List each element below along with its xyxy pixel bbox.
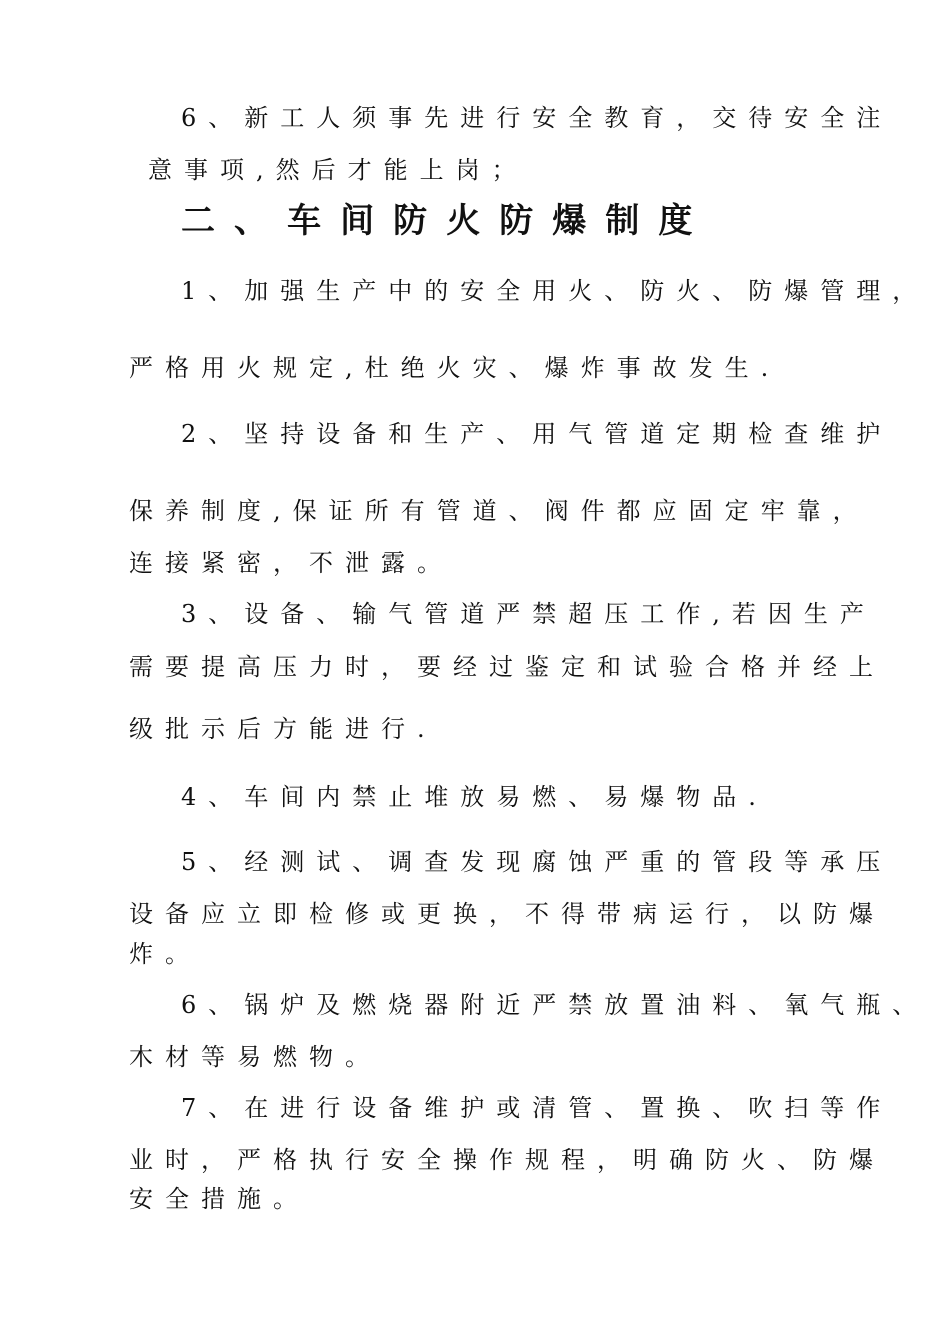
- paragraph-line: 需要提高压力时，要经过鉴定和试验合格并经上: [129, 653, 885, 681]
- paragraph-line: 炸。: [129, 940, 201, 968]
- paragraph-line: 连接紧密，不泄露。: [129, 549, 453, 577]
- paragraph-line: 木材等易燃物。: [129, 1043, 381, 1071]
- paragraph-line: 严格用火规定,杜绝火灾、爆炸事故发生.: [129, 354, 781, 382]
- paragraph-line: 4、车间内禁止堆放易燃、易爆物品.: [181, 783, 768, 811]
- paragraph-line: 3、设备、输气管道严禁超压工作,若因生产: [181, 600, 876, 628]
- paragraph-line: 保养制度,保证所有管道、阀件都应固定牢靠，: [129, 497, 869, 525]
- paragraph-line: 业时，严格执行安全操作规程，明确防火、防爆: [129, 1146, 885, 1174]
- paragraph-line: 6、锅炉及燃烧器附近严禁放置油料、氧气瓶、: [181, 991, 929, 1019]
- paragraph-line: 1、加强生产中的安全用火、防火、防爆管理，: [181, 277, 929, 305]
- paragraph-line: 6、新工人须事先进行安全教育，交待安全注: [181, 104, 893, 132]
- paragraph-line: 设备应立即检修或更换，不得带病运行，以防爆: [129, 900, 885, 928]
- paragraph-line: 意事项,然后才能上岗；: [148, 156, 528, 184]
- paragraph-line: 7、在进行设备维护或清管、置换、吹扫等作: [181, 1094, 893, 1122]
- paragraph-line: 5、经测试、调查发现腐蚀严重的管段等承压: [181, 848, 893, 876]
- paragraph-line: 级批示后方能进行.: [129, 715, 437, 743]
- section-heading: 二、车间防火防爆制度: [181, 201, 712, 241]
- paragraph-line: 安全措施。: [129, 1185, 309, 1213]
- paragraph-line: 2、坚持设备和生产、用气管道定期检查维护: [181, 420, 893, 448]
